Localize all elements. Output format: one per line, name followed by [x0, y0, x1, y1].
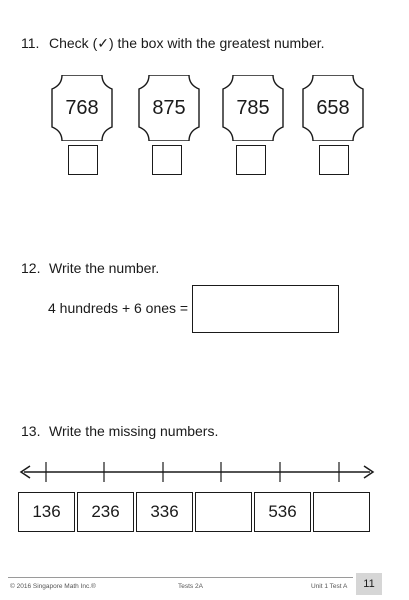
number-line-cell-2: 236: [77, 492, 134, 532]
page-footer: [0, 571, 409, 600]
footer-rule: [8, 577, 353, 578]
place-value-expression: 4 hundreds + 6 ones =: [48, 300, 189, 316]
card-value: 875: [152, 96, 186, 119]
check-box-1[interactable]: [68, 145, 98, 175]
number-card-2: [135, 75, 203, 141]
question-12-prompt: Write the number.: [49, 260, 160, 276]
test-title: Unit 1 Test A: [311, 583, 348, 590]
number-line: [0, 458, 409, 486]
copyright-text: © 2016 Singapore Math Inc.®: [10, 583, 96, 590]
number-line-cell-1: 136: [18, 492, 75, 532]
answer-box[interactable]: [192, 285, 339, 333]
check-box-4[interactable]: [319, 145, 349, 175]
number-card-row: [0, 75, 409, 190]
question-13-prompt: Write the missing numbers.: [49, 423, 219, 439]
card-value: 768: [65, 96, 99, 119]
question-12-number: 12.: [21, 260, 41, 276]
question-13-number: 13.: [21, 423, 41, 439]
card-value: 785: [236, 96, 270, 119]
number-line-blank-cell-4[interactable]: [195, 492, 252, 532]
check-box-2[interactable]: [152, 145, 182, 175]
check-box-3[interactable]: [236, 145, 266, 175]
number-card-4: [299, 75, 367, 141]
question-11-prompt: Check (✓) the box with the greatest number.: [49, 35, 325, 51]
book-title: Tests 2A: [178, 583, 203, 590]
number-card-3: [219, 75, 287, 141]
number-line-blank-cell-6[interactable]: [313, 492, 370, 532]
card-value: 658: [316, 96, 350, 119]
number-card-1: [48, 75, 116, 141]
page-number: 11: [356, 573, 382, 595]
number-line-cell-3: 336: [136, 492, 193, 532]
question-11-number: 11.: [21, 35, 40, 51]
number-line-cell-5: 536: [254, 492, 311, 532]
